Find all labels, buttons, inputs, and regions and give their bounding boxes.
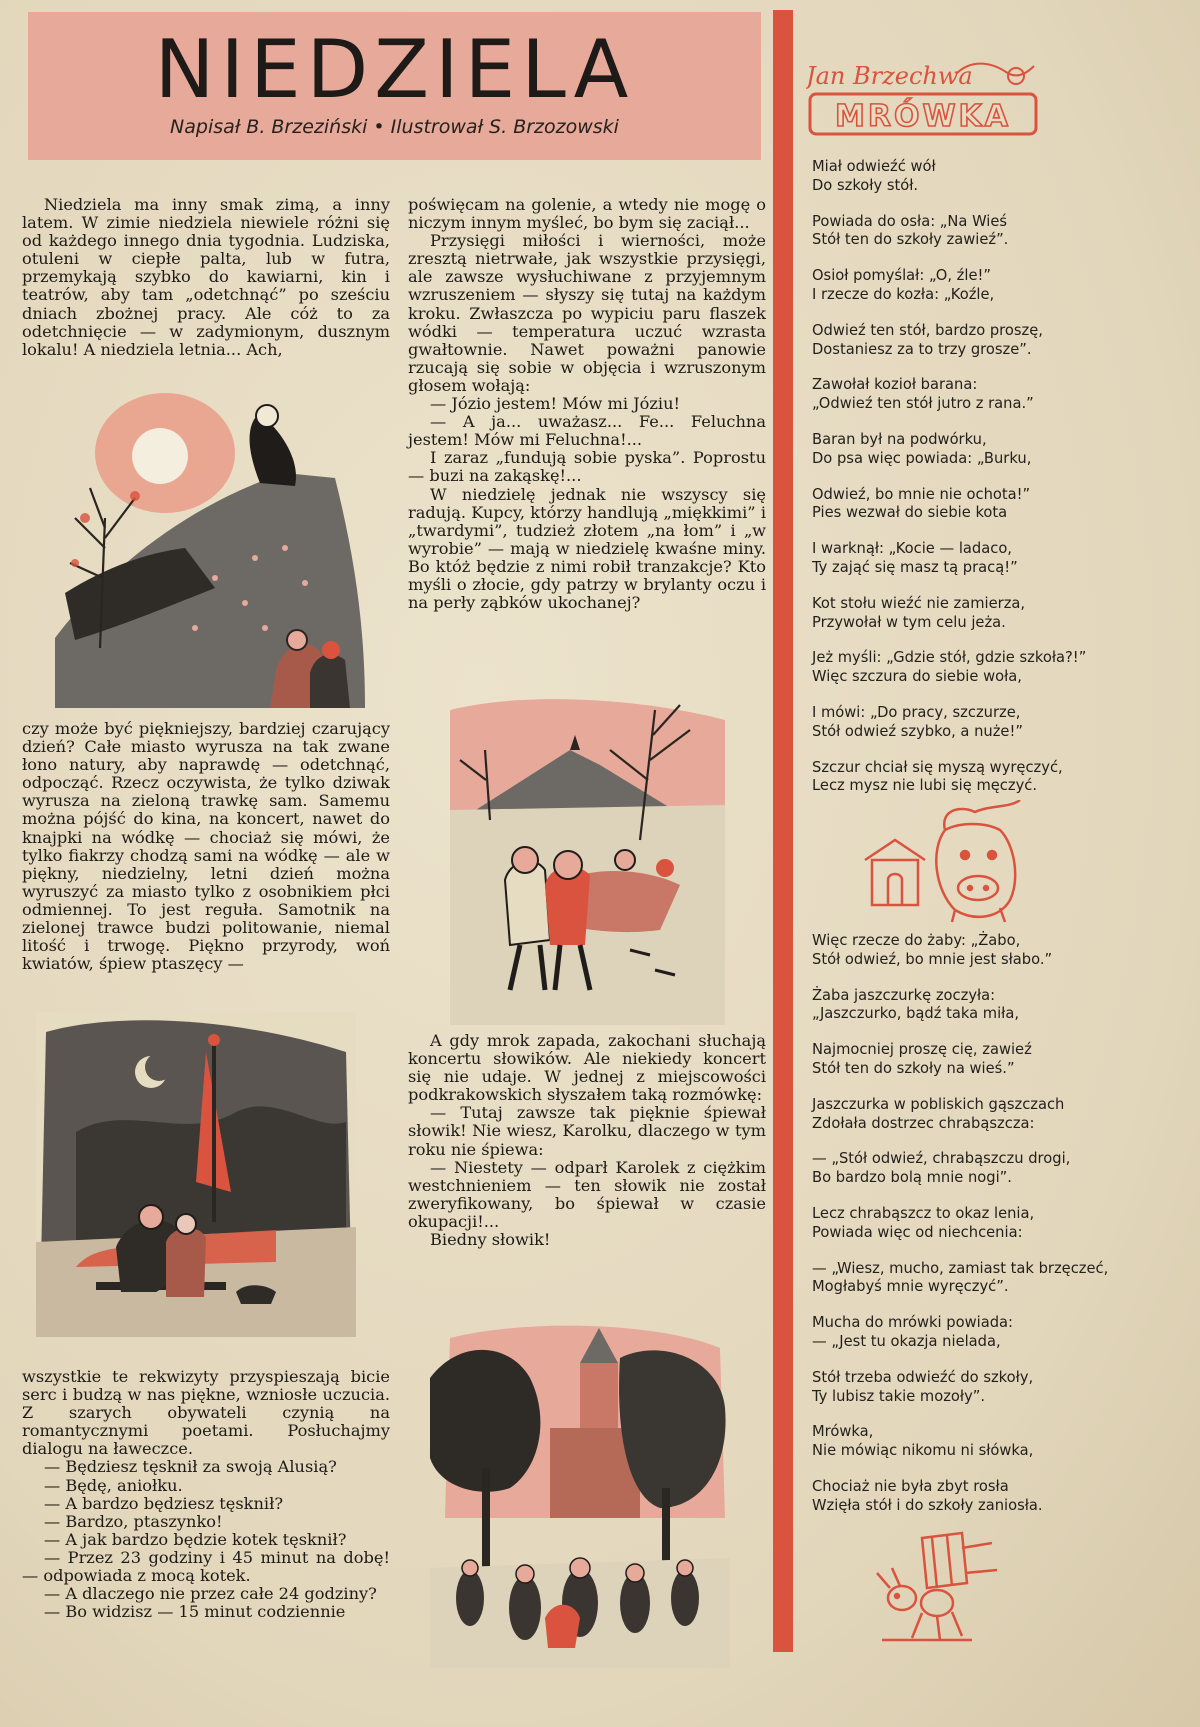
poem-stanza (812, 431, 1152, 469)
poem-line: Jaszczurka w pobliskich gąszczach (812, 1095, 1065, 1113)
article-paragraph: wszystkie te rekwizyty przyspieszają bicie serc i budzą w nas piękne, wzniosłe uczucia. Z szarych obywateli czynią na romantycznymi poetami. Posłuchajmy dialogu na ławeczce. (22, 1367, 390, 1459)
poem-line: I warknął: „Kocie — ladaco, (812, 540, 1012, 558)
poem-stanza (812, 158, 1152, 196)
dialog-line: — A jak bardzo będzie kotek tęsknił? (44, 1529, 347, 1549)
byline: Napisał B. Brzeziński • Ilustrował S. Brzozowski (170, 116, 619, 138)
page-title: NIEDZIELA (154, 23, 635, 116)
left-column-text-3 (22, 1368, 390, 1621)
poem-line: Powiada do osła: „Na Wieś (812, 212, 1008, 230)
article-paragraph: W niedzielę jednak nie wszyscy się radują. Kupcy, którzy handlują „miękkimi” i „twardymi”, tudzież złotem „na łom” i „w wyrobie” — mają w niedzielę kwaśne miny. Bo któż będzie z nimi robił tranzakcje? Kto myśli o złocie, gdy patrzy w brylanty oczu i na perły ząbków ukochanej? (408, 484, 766, 613)
poem-stanza (812, 540, 1152, 578)
poem-stanza (812, 267, 1152, 305)
poem-line: Dostaniesz za to trzy grosze”. (812, 340, 1032, 358)
poem-stanza (812, 1150, 1152, 1188)
poem-stanza (812, 1041, 1152, 1079)
poem-line: Wzięła stół i do szkoły zaniosła. (812, 1496, 1043, 1514)
poem-line: Zdołała dostrzec chrabąszcza: (812, 1114, 1035, 1132)
header-banner (28, 12, 761, 160)
middle-column-text-1 (408, 196, 766, 612)
poem-stanza (812, 1314, 1152, 1352)
poem-stanza (812, 213, 1152, 251)
dialog-line: — Będziesz tęsknił za swoją Alusią? (44, 1457, 337, 1477)
poem-line: Odwieź ten stół, bardzo proszę, (812, 321, 1043, 339)
dialog-line: — Niestety — odparł Karolek z ciężkim westchnieniem — ten słowik nie został zweryfikowany, bo śpiewał w czasie okupacji!... (408, 1157, 766, 1231)
poem-line: — „Wiesz, mucho, zamiast tak brzęczeć, (812, 1259, 1109, 1277)
illustration-cow-doghouse (860, 800, 1030, 925)
left-column-text-1 (22, 196, 390, 359)
article-paragraph: Niedziela ma inny smak zimą, a inny latem. W zimie niedziela niewiele różni się od każdego innego dnia tygodnia. Ludziska, otuleni w ciepłe palta, lub w futra, przemykają szybko do kawiarni, kin i teatrów, aby tam „odetchnąć” po sześciu dniach zbożnej pracy. Ale cóż to za odetchnięcie — w zadymionym, dusznym lokalu! A niedziela letnia... Ach, (22, 195, 390, 359)
article-paragraph: Przysięgi miłości i wierności, może zresztą nietrwałe, jak wszystkie przysięgi, ale zawsze wysłuchiwane z przyjemnym wzruszeniem — słyszy się tutaj na każdym kroku. Zwłaszcza po wypiciu paru flaszek wódki — temperatura uczuć wzrasta gwałtownie. Nawet poważni panowie rzucają się sobie w objęcia i wzruszonym głosem wołają: (408, 231, 766, 395)
poem-line: Miał odwieźć wół (812, 158, 936, 175)
poem-line: Jeż myśli: „Gdzie stół, gdzie szkoła?!” (812, 649, 1087, 667)
article-paragraph: A gdy mrok zapada, zakochani słuchają koncertu słowików. Ale niekiedy koncert się nie udaje. W jednej z miejscowości podkrakowskich słyszałem taką rozmówkę: (408, 1031, 766, 1105)
dialog-line: — Bo widzisz — 15 minut codziennie (44, 1602, 346, 1622)
poem-line: Ty zająć się masz tą pracą!” (812, 558, 1018, 576)
poem-stanza (812, 1260, 1152, 1298)
poem-stanza (812, 987, 1152, 1025)
poem-line: — „Jest tu okazja nielada, (812, 1332, 1001, 1350)
poem-line: Lecz mysz nie lubi się męczyć. (812, 777, 1038, 795)
dialog-line: — Bardzo, ptaszynko! (44, 1511, 223, 1531)
poem-header (806, 54, 1046, 142)
illustration-ant-carrying-table (862, 1528, 1012, 1646)
poem-stanza (812, 704, 1152, 742)
dialog-line: — A bardzo będziesz tęsknił? (44, 1493, 284, 1513)
poem-stanza (812, 376, 1152, 414)
poem-stanza (812, 649, 1152, 687)
dialog-line: — Będę, aniołku. (44, 1475, 183, 1495)
article-paragraph: I zaraz „fundują sobie pyska”. Poprostu — buzi na zakąskę!... (408, 448, 766, 486)
left-column-text-2 (22, 720, 390, 973)
poem-line: Pies wezwał do siebie kota (812, 504, 1008, 522)
illustration-night-bench-couple (36, 1012, 356, 1337)
article-paragraph: czy może być piękniejszy, bardziej czarujący dzień? Całe miasto wyrusza na tak zwane łono natury, aby naprawdę — odetchnąć, odpocząć. Rzecz oczywista, że tylko dziwak wyrusza na zieloną trawkę sam. Samemu można pójść do kina, na koncert, nawet do knajpki na wódkę — chociaż się mówi, że tylko fiakrzy chodzą sami na wódkę — ale w piękny, niedzielny, letni dzień można wyruszyć za miasto tylko z osobnikiem płci odmiennej. To jest reguła. Samotnik na zielonej trawce budzi politowanie, niemal litość i trwogę. Piękno przyrody, woń kwiatów, śpiew ptaszęcy — (22, 719, 390, 974)
poem-line: Mrówka, (812, 1423, 874, 1441)
poem-body-1 (812, 158, 1152, 813)
poem-line: Zawołał kozioł barana: (812, 376, 978, 394)
article-paragraph: poświęcam na golenie, a wtedy nie mogę o niczym innym myśleć, bo bym się zaciął... (408, 195, 766, 233)
poem-line: Do szkoły stół. (812, 176, 919, 194)
poem-stanza (812, 322, 1152, 360)
poem-line: Stół odwieź szybko, a nuże!” (812, 722, 1023, 740)
poem-line: „Odwieź ten stół jutro z rana.” (812, 395, 1034, 413)
poem-line: I mówi: „Do pracy, szczurze, (812, 703, 1021, 721)
poem-line: Baran był na podwórku, (812, 430, 987, 448)
poem-stanza (812, 486, 1152, 524)
poem-line: Kot stołu wieźć nie zamierza, (812, 594, 1026, 612)
poem-body-2 (812, 932, 1152, 1533)
poem-line: I rzecze do kozła: „Koźle, (812, 285, 995, 303)
poem-line: Stół ten do szkoły zawieź”. (812, 231, 1009, 249)
poem-line: Lecz chrabąszcz to okaz lenia, (812, 1204, 1035, 1222)
poem-stanza (812, 1423, 1152, 1461)
poem-line: Stół odwieź, bo mnie jest słabo.” (812, 950, 1053, 968)
poem-line: Więc rzecze do żaby: „Żabo, (812, 932, 1021, 949)
middle-column-text-2 (408, 1032, 766, 1249)
illustration-picnic-hill-drinkers (450, 690, 725, 1025)
dialog-line: — Józio jestem! Mów mi Józiu! (430, 394, 681, 414)
poem-line: Stół trzeba odwieźć do szkoły, (812, 1368, 1034, 1386)
poem-line: Stół ten do szkoły na wieś.” (812, 1059, 1015, 1077)
poem-stanza (812, 1478, 1152, 1516)
poem-line: Chociaż nie była zbyt rosła (812, 1477, 1009, 1495)
poem-line: Osioł pomyślał: „O, źle!” (812, 267, 991, 285)
poem-stanza (812, 1205, 1152, 1243)
dialog-line: — Tutaj zawsze tak pięknie śpiewał słowik! Nie wiesz, Karolku, dlaczego w tym roku nie śpiewa: (408, 1103, 766, 1159)
poem-line: — „Stół odwieź, chrabąszczu drogi, (812, 1150, 1071, 1168)
dialog-line: — A ja... uważasz... Fe... Feluchna jestem! Mów mi Feluchna!... (408, 412, 766, 450)
dialog-line: — Przez 23 godziny i 45 minut na dobę! — odpowiada z mocą kotek. (22, 1547, 390, 1586)
dialog-line: — A dlaczego nie przez całe 24 godziny? (44, 1584, 377, 1604)
poem-line: Bo bardzo bolą mnie nogi”. (812, 1169, 1012, 1187)
illustration-park-crowd-church (430, 1318, 730, 1668)
poem-stanza (812, 1369, 1152, 1407)
poem-stanza (812, 932, 1152, 970)
poem-line: Szczur chciał się myszą wyręczyć, (812, 758, 1063, 776)
poem-stanza (812, 595, 1152, 633)
poem-line: Do psa więc powiada: „Burku, (812, 449, 1032, 467)
poem-line: Żaba jaszczurkę zoczyła: (812, 986, 996, 1004)
poem-line: Powiada więc od niechcenia: (812, 1223, 1023, 1241)
column-divider-red (773, 10, 793, 1652)
poem-line: Nie mówiąc nikomu ni słówka, (812, 1442, 1034, 1460)
poem-stanza (812, 759, 1152, 797)
illustration-hill-couple-sunset (55, 378, 365, 708)
poem-line: Najmocniej proszę cię, zawieź (812, 1041, 1032, 1059)
poem-title: MRÓWKA (834, 99, 1012, 134)
poem-line: Mogłabyś mnie wyręczyć”. (812, 1278, 1009, 1296)
poem-line: Ty lubisz takie mozoły”. (812, 1387, 986, 1405)
poem-line: Odwieź, bo mnie nie ochota!” (812, 485, 1031, 503)
poem-line: Więc szczura do siebie woła, (812, 668, 1022, 686)
poem-line: Mucha do mrówki powiada: (812, 1314, 1013, 1332)
poem-line: „Jaszczurko, bądź taka miła, (812, 1005, 1020, 1023)
poem-stanza (812, 1096, 1152, 1134)
poem-line: Przywołał w tym celu jeża. (812, 613, 1006, 631)
poem-author-script: Jan Brzechwa (806, 62, 973, 90)
article-paragraph: Biedny słowik! (430, 1230, 551, 1250)
